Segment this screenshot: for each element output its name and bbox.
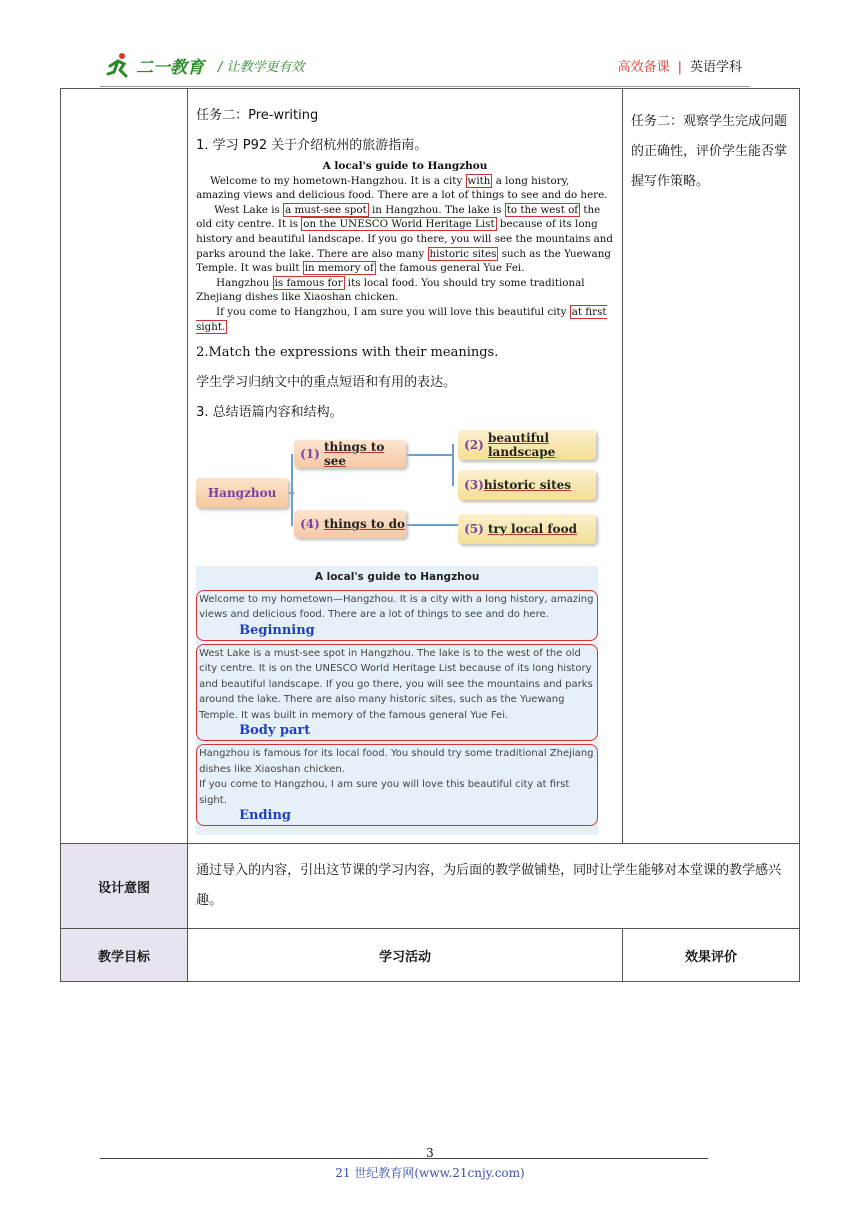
highlight-west-of: to the west of (506, 203, 579, 216)
mindmap-node-historic-sites: (3) historic sites (458, 470, 596, 500)
task-row-label-cell (61, 89, 188, 844)
passage-paragraph-2: West Lake is a must-see spot in Hangzhou. The lake is to the west of the old city centre. It is on the UNESCO World Heritage List because of its long history and beautiful landscape. If you go there, you will see the mountains and parks around the lake. There are also many historic sites such as the Yuewang Temple. It was built in memory of the famous general Yue Fei. (196, 203, 613, 275)
highlight-famous-for: is famous for (274, 276, 343, 289)
connector (452, 444, 454, 486)
step-1: 1. 学习 P92 关于介绍杭州的旅游指南。 (196, 138, 428, 153)
passage-title: A local's guide to Hangzhou (322, 160, 488, 172)
task-title: 任务二：Pre-writing (196, 108, 319, 123)
footer-divider (100, 1158, 708, 1159)
step-3: 3. 总结语篇内容和结构。 (196, 405, 343, 421)
design-cell (188, 844, 800, 929)
evaluation-cell (622, 89, 799, 844)
mindmap-center-hangzhou: Hangzhou (196, 478, 288, 508)
lesson-table (60, 88, 800, 982)
header-tag-subject: 英语学科 (689, 60, 742, 75)
design-text: 通过导入的内容，引出这节课的学习内容，为后面的教学做铺垫，同时让学生能够对本堂课的教学感兴趣。 (196, 863, 782, 909)
header-separator: | (677, 60, 682, 75)
highlight-with: with (467, 174, 491, 187)
mind-map (196, 430, 596, 560)
header-row (61, 929, 800, 982)
segment-beginning: Welcome to my hometown—Hangzhou. It is a city with a long history, amazing views and delicious food. There are a lot of things to see and do here. Beginning (196, 590, 598, 641)
highlight-must-see: a must-see spot (285, 203, 367, 216)
segment-ending: Hangzhou is famous for its local food. You should try some traditional Zhejiang dishes like Xiaoshan chicken. If you come to Hangzhou, I am sure you will love this beautiful city at first sight. Ending (196, 744, 598, 826)
col-evaluation: 效果评价 (622, 929, 799, 982)
logo-text: 二一教育 (136, 57, 204, 78)
page-number: 3 (426, 1146, 434, 1160)
activity-cell (188, 89, 623, 844)
passage-paragraph-1: Welcome to my hometown-Hangzhou. It is a city with a long history, amazing views and delicious food. There are a lot of things to see and do here. (196, 174, 608, 202)
label-beginning: Beginning (239, 622, 315, 638)
footer-site: 21 世纪教育网(www.21cnjy.com) (335, 1166, 525, 1180)
evaluation-text: 任务二：观察学生完成问题的正确性，评价学生能否掌握写作策略。 (630, 114, 787, 189)
design-row (61, 844, 800, 929)
col-objectives: 教学目标 (61, 929, 188, 982)
page-header (100, 48, 750, 87)
step-2: 2.Match the expressions with their meanings. (196, 345, 499, 361)
highlight-first-sight: at first sight. (196, 305, 607, 333)
passage-paragraph-4: If you come to Hangzhou, I am sure you will love this beautiful city at first sight. (196, 305, 607, 333)
mindmap-node-landscape: (2) beautiful landscape (458, 430, 596, 460)
mindmap-node-things-to-see: (1) things to see (294, 440, 406, 468)
highlight-unesco: on the UNESCO World Heritage List (303, 218, 495, 231)
highlight-in-memory-of: in memory of (304, 262, 374, 275)
mindmap-node-local-food: (5) try local food (458, 514, 596, 544)
highlight-historic-sites: historic sites (429, 247, 497, 260)
col-activities: 学习活动 (188, 929, 623, 982)
logo (106, 52, 204, 78)
slogan: / 让教学更有效 (218, 60, 305, 75)
header-subject (618, 56, 742, 75)
connector (406, 454, 452, 456)
structure-title: A local's guide to Hangzhou (314, 571, 480, 584)
structure-passage (196, 566, 598, 835)
step-2-note: 学生学习归纳文中的重点短语和有用的表达。 (196, 375, 457, 391)
task-row (61, 89, 800, 844)
segment-body: West Lake is a must-see spot in Hangzhou. The lake is to the west of the old city centre. It is on the UNESCO World Heritage List because of its long history and beautiful landscape. If you go there, you will see the mountains and parks around the lake. There are also many historic sites, such as the Yuewang Temple. It was built in memory of the famous general Yue Fei. Body part (196, 644, 598, 742)
design-label: 设计意图 (61, 844, 188, 929)
header-tag-prep: 高效备课 (617, 60, 670, 75)
textbook-passage (196, 159, 614, 334)
connector (406, 524, 458, 526)
runner-logo-icon (106, 52, 132, 78)
label-body: Body part (239, 723, 311, 739)
mindmap-node-things-to-do: (4) things to do (294, 510, 406, 538)
connector (291, 454, 293, 526)
passage-paragraph-3: Hangzhou is famous for its local food. You should try some traditional Zhejiang dishes like Xiaoshan chicken. (196, 276, 585, 304)
label-ending: Ending (239, 808, 292, 824)
